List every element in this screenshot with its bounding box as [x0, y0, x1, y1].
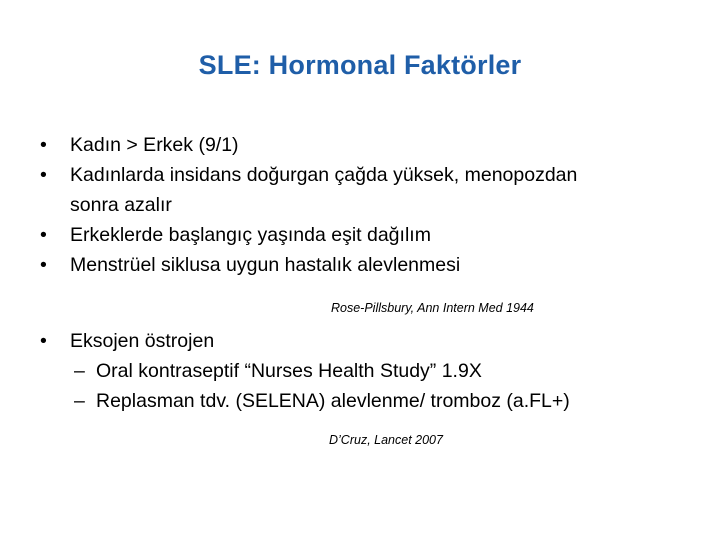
dash-icon: – [74, 390, 85, 412]
bullet-icon: • [40, 164, 47, 186]
bullet-item [40, 326, 680, 356]
bullet-text: Kadınlarda insidans doğurgan çağda yüksek, menopozdan sonra azalır [70, 164, 578, 216]
citation: D’Cruz, Lancet 2007 [329, 433, 443, 447]
bullet-icon: • [40, 134, 47, 156]
bullet-icon: • [40, 224, 47, 246]
bullet-item [40, 250, 680, 280]
bullet-text: Erkeklerde başlangıç yaşında eşit dağılım [70, 224, 431, 246]
bullet-text: Kadın > Erkek (9/1) [70, 134, 239, 156]
dash-icon: – [74, 360, 85, 382]
citation: Rose-Pillsbury, Ann Intern Med 1944 [331, 301, 534, 315]
sub-bullet-text: Oral kontraseptif “Nurses Health Study” 1.9X [96, 360, 482, 382]
bullet-item [40, 220, 680, 250]
sub-bullet-item [40, 386, 680, 416]
bullet-text: Menstrüel siklusa uygun hastalık alevlenmesi [70, 254, 461, 276]
bullet-item [40, 160, 680, 220]
bullet-text: Eksojen östrojen [70, 330, 215, 352]
bullet-list-1 [40, 130, 680, 280]
bullet-icon: • [40, 330, 47, 352]
sub-bullet-text: Replasman tdv. (SELENA) alevlenme/ tromboz (a.FL+) [96, 390, 570, 412]
bullet-icon: • [40, 254, 47, 276]
bullet-list-2 [40, 326, 680, 416]
bullet-item [40, 130, 680, 160]
slide-title: SLE: Hormonal Faktörler [198, 50, 522, 80]
sub-bullet-item [40, 356, 680, 386]
